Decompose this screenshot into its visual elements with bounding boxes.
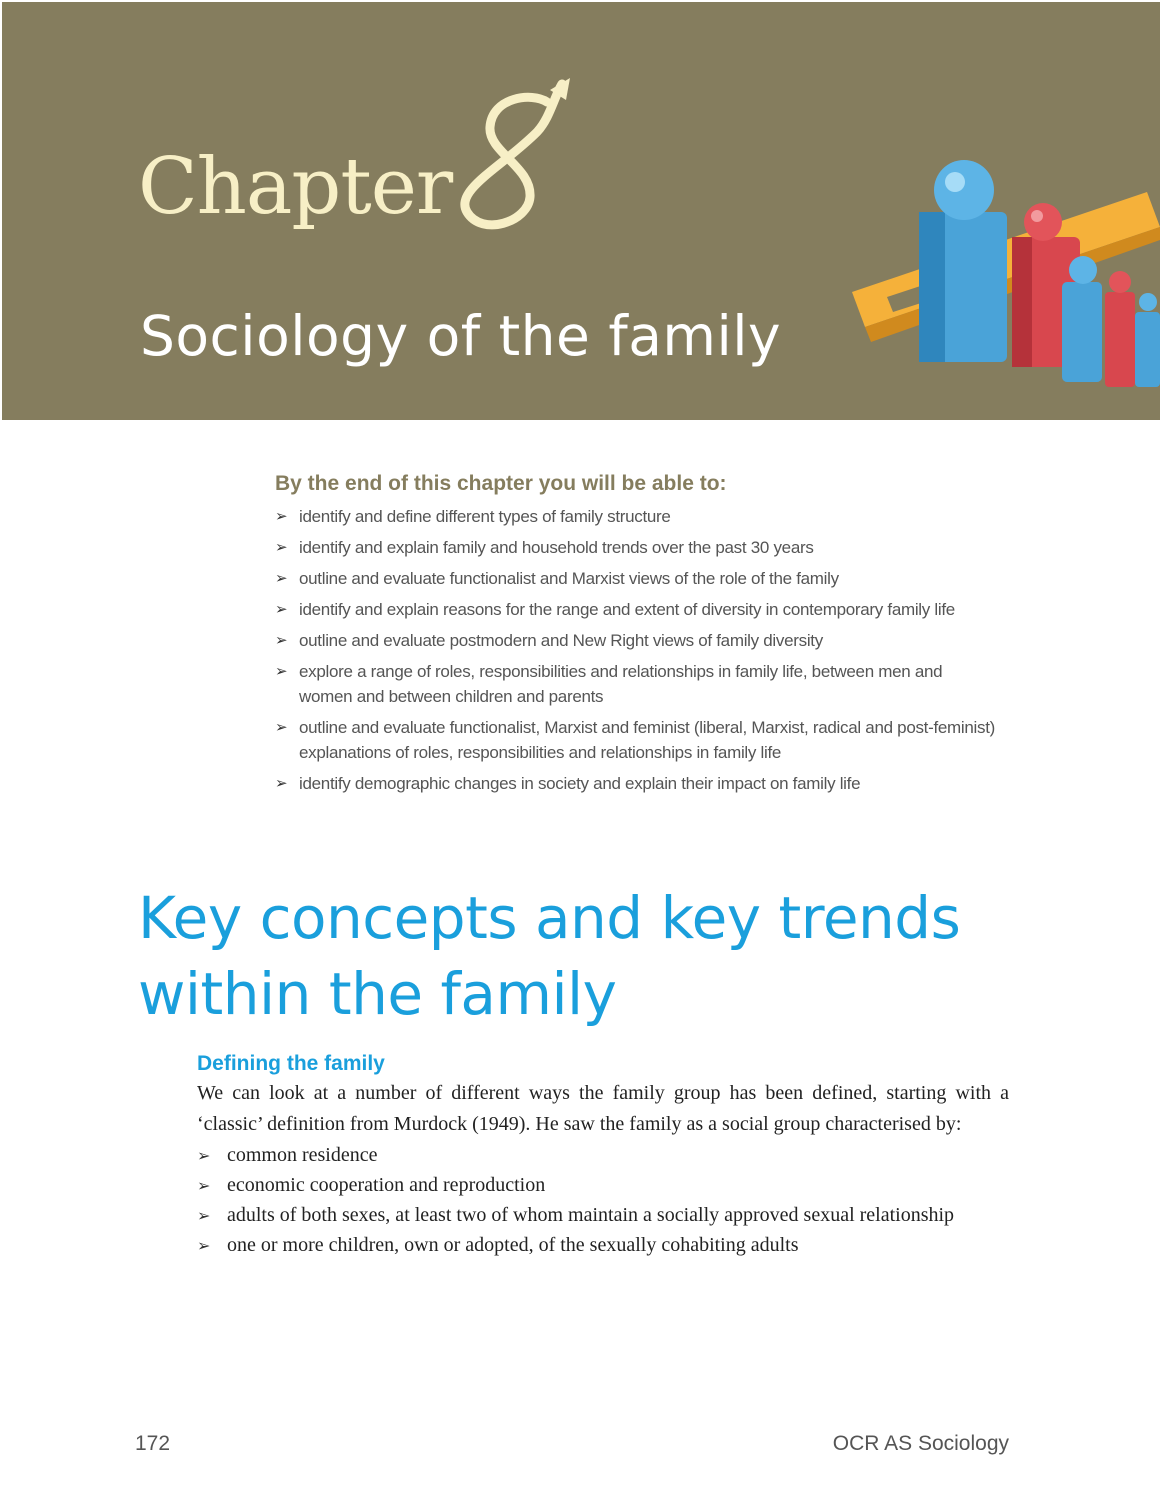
subsection-heading: Defining the family <box>197 1052 385 1075</box>
list-item: ➢ common residence <box>197 1141 1009 1170</box>
list-item: ➢ adults of both sexes, at least two of whom maintain a socially approved sexual relationship <box>197 1201 1009 1230</box>
arrow-bullet-icon: ➢ <box>275 508 288 525</box>
arrow-bullet-icon: ➢ <box>197 1208 211 1225</box>
chapter-number-8 <box>442 72 582 242</box>
arrow-bullet-icon: ➢ <box>275 632 288 649</box>
objective-item: ➢ identify demographic changes in society and explain their impact on family life <box>275 771 995 796</box>
objective-item: ➢ outline and evaluate postmodern and New Right views of family diversity <box>275 628 995 653</box>
list-item: ➢ economic cooperation and reproduction <box>197 1171 1009 1200</box>
page-number: 172 <box>135 1432 171 1455</box>
objective-item: ➢ explore a range of roles, responsibilities and relationships in family life, between men and women and between children and parents <box>275 659 995 709</box>
objective-item: ➢ identify and define different types of family structure <box>275 504 995 529</box>
objective-item: ➢ outline and evaluate functionalist and Marxist views of the role of the family <box>275 566 995 591</box>
arrow-bullet-icon: ➢ <box>275 570 288 587</box>
arrow-bullet-icon: ➢ <box>275 539 288 556</box>
arrow-bullet-icon: ➢ <box>197 1238 211 1255</box>
objective-item: ➢ outline and evaluate functionalist, Marxist and feminist (liberal, Marxist, radical and post-feminist) explanations of roles, responsibilities and relationships in family life <box>275 715 995 765</box>
objectives-heading: By the end of this chapter you will be able to: <box>275 472 727 495</box>
objective-item: ➢ identify and explain reasons for the range and extent of diversity in contemporary family life <box>275 597 995 622</box>
definition-list <box>197 1141 1009 1260</box>
arrow-bullet-icon: ➢ <box>275 719 288 736</box>
arrow-bullet-icon: ➢ <box>197 1148 211 1165</box>
family-figures-illustration <box>847 152 1160 402</box>
objective-item: ➢ identify and explain family and household trends over the past 30 years <box>275 535 995 560</box>
arrow-bullet-icon: ➢ <box>275 601 288 618</box>
chapter-title: Sociology of the family <box>140 304 782 368</box>
arrow-bullet-icon: ➢ <box>275 663 288 680</box>
arrow-bullet-icon: ➢ <box>275 775 288 792</box>
arrow-bullet-icon: ➢ <box>197 1178 211 1195</box>
chapter-label: Chapter <box>138 142 453 232</box>
chapter-banner <box>2 2 1160 420</box>
book-title: OCR AS Sociology <box>832 1432 1009 1455</box>
objectives-list <box>275 504 995 796</box>
learning-objectives <box>275 472 995 802</box>
list-item: ➢ one or more children, own or adopted, of the sexually cohabiting adults <box>197 1231 1009 1260</box>
body-paragraph: We can look at a number of different ways the family group has been defined, starting with a ‘classic’ definition from Murdock (1949). He saw the family as a social group characterised by: <box>197 1082 1009 1135</box>
section-title: Key concepts and key trends within the family <box>138 884 961 1028</box>
svg-text:8: 8 <box>442 72 443 73</box>
section-body <box>197 1052 1009 1260</box>
